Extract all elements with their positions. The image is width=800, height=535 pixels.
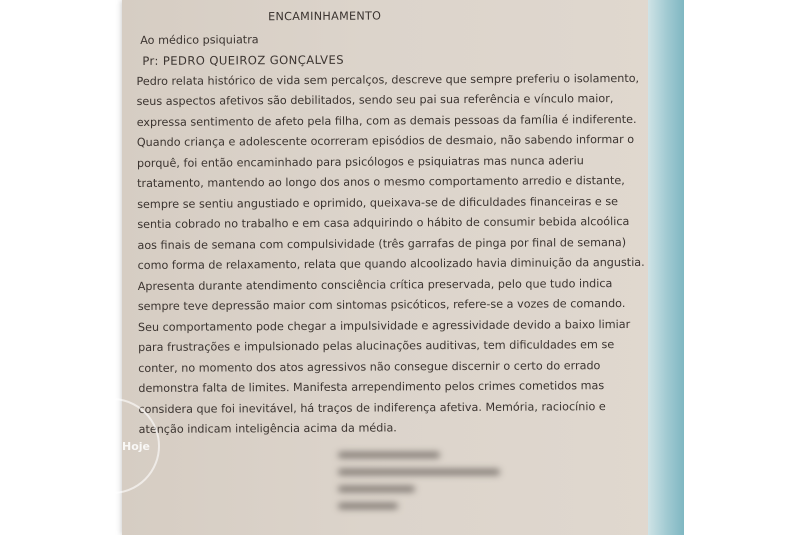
report-line: porquê, foi então encaminhado para psicólogos e psiquiatras mas nunca aderiu [136, 153, 584, 170]
blurred-signature-block [338, 452, 508, 520]
report-line: aos finais de semana com compulsividade (três garrafas de pinga por final de semana) [137, 235, 627, 252]
report-line: Quando criança e adolescente ocorreram episódios de desmaio, não sabendo informar o [136, 132, 635, 149]
folder-edge [648, 0, 684, 535]
report-line: expressa sentimento de afeto pela filha, com as demais pessoas da família é indiferente. [136, 112, 637, 129]
report-line: conter, no momento dos atos agressivos não consegue discernir o certo do errado [138, 358, 601, 375]
report-line: tratamento, mantendo ao longo dos anos o mesmo comportamento arredio e distante, [137, 174, 625, 190]
report-line: Seu comportamento pode chegar a impulsividade e agressividade devido a baixo limiar [137, 317, 631, 334]
patient-name: Pr: PEDRO QUEIROZ GONÇALVES [142, 52, 345, 68]
document-text [136, 5, 647, 441]
report-line: seus aspectos afetivos são debilitados, sendo seu pai sua referência e vínculo maior, [136, 92, 614, 108]
report-line: demonstra falta de limites. Manifesta arrependimento pelos crimes cometidos mas [138, 379, 605, 395]
report-line: Pedro relata histórico de vida sem percalços, descreve que sempre preferiu o isolamento, [136, 71, 640, 88]
report-line: sentia cobrado no trabalho e em casa adquirindo o hábito de consumir bebida alcoólica [137, 214, 630, 231]
report-line: para frustrações e impulsionado pelas alucinações auditivas, tem dificuldades em se [138, 338, 615, 354]
report-line: considera que foi inevitável, há traços de indiferença afetiva. Memória, raciocínio e [138, 399, 606, 416]
report-line: Apresenta durante atendimento consciência crítica preservada, pelo que tudo indica [137, 276, 613, 293]
report-line: sempre se sentiu angustiado e oprimido, queixava-se de dificuldades financeiras e se [137, 194, 619, 211]
watermark-dots-icon: ✦ ✦ [76, 424, 119, 445]
watermark-logo [64, 398, 160, 494]
report-line: como forma de relaxamento, relata que quando alcoolizado havia diminuição da angustia. [137, 255, 645, 272]
report-line: sempre teve depressão maior com sintomas psicóticos, refere-se a vozes de comando. [137, 297, 626, 313]
document-title: ENCAMINHAMENTO [268, 9, 382, 24]
report-body [136, 68, 646, 440]
addressee-line: Ao médico psiquiatra [140, 32, 259, 47]
report-line: atenção indicam inteligência acima da média. [138, 421, 397, 436]
watermark-text: Hoje [122, 440, 150, 453]
